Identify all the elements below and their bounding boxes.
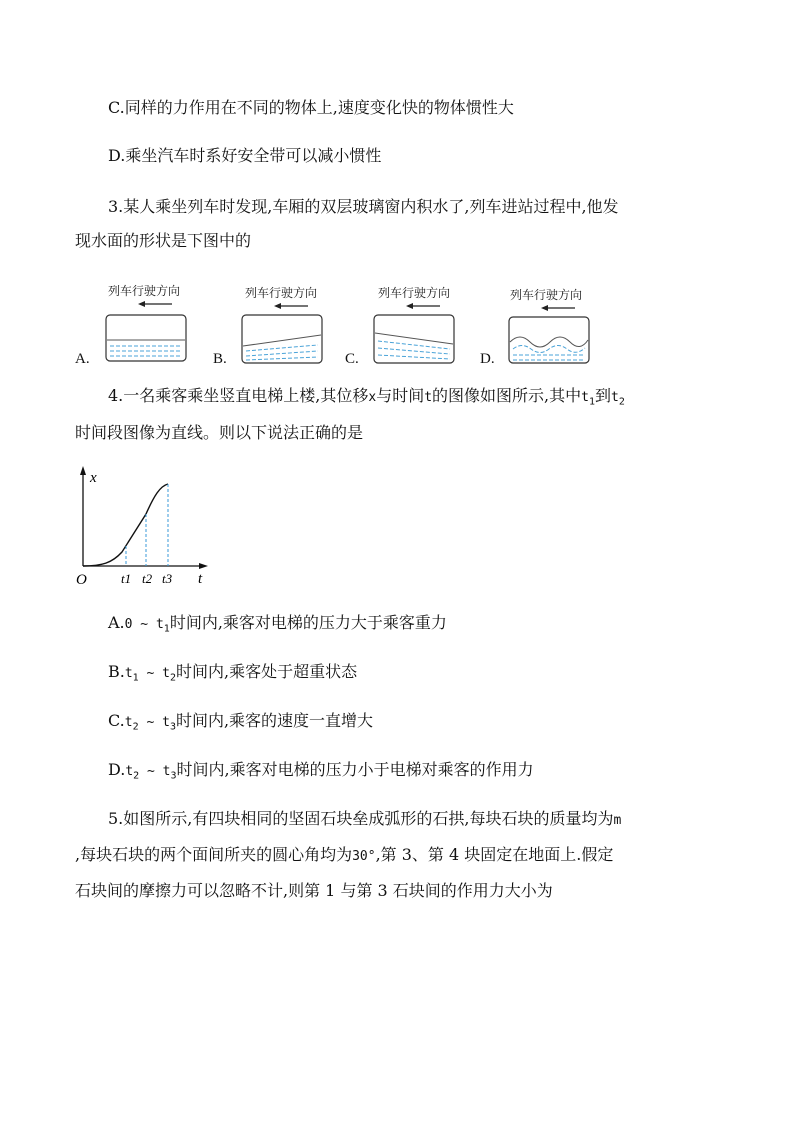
arrow-head-icon: [274, 303, 281, 309]
q4-option-d: $D.t_2$ ~ $t_3$时间内,乘客对电梯的压力小于电梯对乘客的作用力: [108, 760, 534, 782]
q4-stem-b: 与时间: [376, 386, 425, 405]
q5-stem-line1: 5.如图所示,有四块相同的坚固石块垒成弧形的石拱,每块石块的质量均为m: [108, 809, 622, 828]
arrow-head-icon: [406, 303, 413, 309]
y-axis-arrow-icon: [80, 466, 86, 475]
q3-figure-a: [100, 296, 192, 366]
q3-stem-line1: 3.某人乘坐列车时发现,车厢的双层玻璃窗内积水了,列车进站过程中,他发: [108, 197, 619, 216]
q2-option-c: C.同样的力作用在不同的物体上,速度变化快的物体惯性大: [108, 98, 514, 117]
q4-var-x: x: [368, 390, 377, 405]
q3-figure-b: [236, 298, 328, 368]
tick-label-t1: t1: [121, 571, 132, 586]
q3-caption-a: 列车行驶方向: [108, 284, 181, 298]
q4-var-t: t: [424, 390, 433, 405]
q4-displacement-graph: [72, 462, 212, 590]
q3-caption-d: 列车行驶方向: [510, 288, 583, 302]
q3-caption-c: 列车行驶方向: [378, 286, 451, 300]
q3-figure-c: [368, 298, 460, 368]
q4-option-b: $B.t_1$ ~ $t_2$时间内,乘客处于超重状态: [108, 662, 358, 684]
arrow-head-icon: [138, 301, 145, 307]
q3-stem-line2: 现水面的形状是下图中的: [75, 231, 252, 250]
q3-caption-b: 列车行驶方向: [245, 286, 318, 300]
q2-option-d: D.乘坐汽车时系好安全带可以减小惯性: [108, 146, 382, 165]
q3-option-d-letter: D.: [480, 351, 495, 367]
water-surface-b: [243, 335, 321, 346]
q3-option-c-letter: C.: [345, 351, 359, 367]
window-frame-a: [106, 315, 186, 361]
q4-option-c: $C.t_2$ ~ $t_3$时间内,乘客的速度一直增大: [108, 711, 374, 733]
origin-label: O: [76, 572, 87, 588]
q4-stem-line1: [108, 385, 625, 414]
q3-figure-d: [503, 300, 595, 370]
q4-stem-a: 4.一名乘客乘坐竖直电梯上楼,其位移: [108, 386, 369, 405]
q4-stem-line2: 时间段图像为直线。则以下说法正确的是: [75, 423, 364, 442]
q3-option-a-letter: A.: [75, 351, 90, 367]
tick-label-t2: t2: [142, 571, 153, 586]
q5-var-m: m: [613, 813, 622, 828]
tick-label-t3: t3: [162, 571, 173, 586]
q5-stem-line2: ,每块石块的两个面间所夹的圆心角均为30°,第 3、第 4 块固定在地面上.假定: [75, 845, 614, 864]
q5-angle: 30°: [352, 849, 376, 864]
y-axis-label: x: [90, 470, 97, 486]
q4-t2: $t_2$: [611, 390, 625, 408]
x-axis-label: t: [198, 571, 203, 587]
q4-t1: $t_1$: [581, 390, 595, 408]
q4-stem-c: 的图像如图所示,其中: [432, 386, 582, 405]
q4-option-a: A.0 ~ $t_1$时间内,乘客对电梯的压力大于乘客重力: [108, 613, 447, 635]
arrow-head-icon: [541, 305, 548, 311]
x-axis-arrow-icon: [199, 563, 208, 569]
q5-stem-line3: 石块间的摩擦力可以忽略不计,则第 1 与第 3 石块间的作用力大小为: [75, 881, 553, 900]
q3-option-b-letter: B.: [213, 351, 227, 367]
q4-stem-d: 到: [594, 386, 611, 405]
